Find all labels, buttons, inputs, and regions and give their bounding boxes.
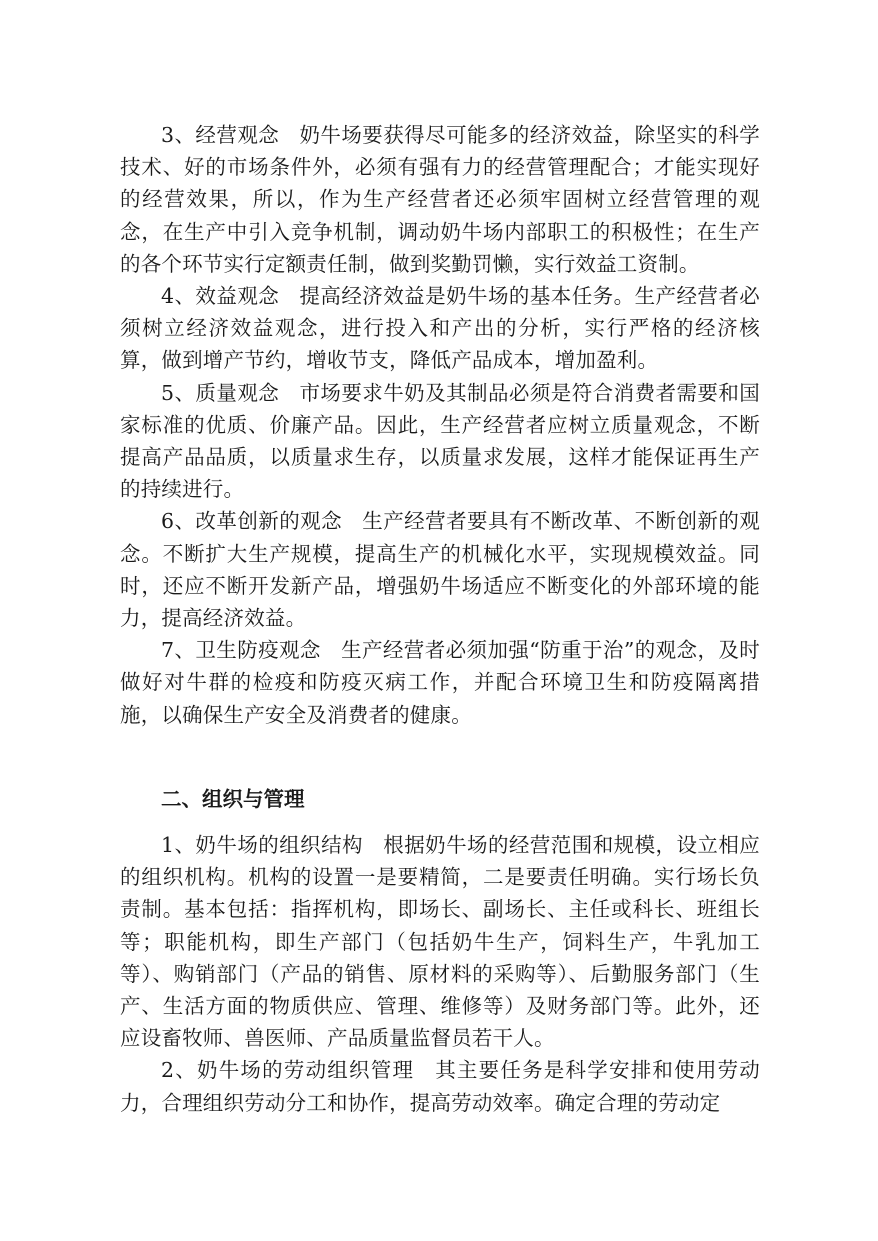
paragraph-text: 生产经营者要具有不断改革、不断创新的观念。不断扩大生产规模，提高生产的机械化水平，实现规模效益。同时，还应不断开发新产品，增强奶牛场适应不断变化的外部环境的能力，提高经济效益。 <box>120 509 760 631</box>
paragraph-hygiene-concept <box>120 634 760 731</box>
paragraph-org-structure <box>120 829 760 1054</box>
paragraph-text: 市场要求牛奶及其制品必须是符合消费者需要和国家标准的优质、价廉产品。因此，生产经营者应树立质量观念，不断提高产品品质，以质量求生存，以质量求发展，这样才能保证再生产的持续进行。 <box>120 380 760 502</box>
paragraph-text: 根据奶牛场的经营范围和规模，设立相应的组织机构。机构的设置一是要精简，二是要责任明确。实行场长负责制。基本包括：指挥机构，即场长、副场长、主任或科长、班组长等；职能机构，即生产部门（包括奶牛生产，饲料生产，牛乳加工等）、购销部门（产品的销售、原材料的采购等）、后勤服务部门（生产、生活方面的物质供应、管理、维修等）及财务部门等。此外，还应设畜牧师、兽医师、产品质量监督员若干人。 <box>120 833 760 1051</box>
paragraph-lead: 1、奶牛场的组织结构 <box>161 833 363 857</box>
paragraph-lead: 5、质量观念 <box>161 380 280 405</box>
section-heading: 二、组织与管理 <box>161 787 305 811</box>
paragraph-lead: 6、改革创新的观念 <box>161 509 343 534</box>
section-concepts <box>120 119 760 731</box>
paragraph-labor-management <box>120 1054 760 1118</box>
paragraph-text: 提高经济效益是奶牛场的基本任务。生产经营者必须树立经济效益观念，进行投入和产出的分析，实行严格的经济核算，做到增产节约，增收节支，降低产品成本，增加盈利。 <box>120 284 760 373</box>
paragraph-benefit-concept <box>120 280 760 377</box>
paragraph-lead: 4、效益观念 <box>161 284 280 309</box>
paragraph-text: 奶牛场要获得尽可能多的经济效益，除坚实的科学技术、好的市场条件外，必须有强有力的经营管理配合；才能实现好的经营效果，所以，作为生产经营者还必须牢固树立经营管理的观念，在生产中引入竞争机制，调动奶牛场内部职工的积极性；在生产的各个环节实行定额责任制，做到奖勤罚懒，实行效益工资制。 <box>120 123 760 276</box>
paragraph-innovation-concept <box>120 505 760 634</box>
paragraph-lead: 3、经营观念 <box>161 123 280 147</box>
paragraph-quality-concept <box>120 377 760 506</box>
paragraph-management-concept <box>120 119 760 280</box>
paragraph-lead: 2、奶牛场的劳动组织管理 <box>161 1058 415 1083</box>
section-organization <box>120 829 760 1119</box>
paragraph-text: 生产经营者必须加强“防重于治”的观念，及时做好对牛群的检疫和防疫灭病工作，并配合环境卫生和防疫隔离措施，以确保生产安全及消费者的健康。 <box>120 638 760 727</box>
paragraph-text: 其主要任务是科学安排和使用劳动力，合理组织劳动分工和协作，提高劳动效率。确定合理的劳动定 <box>120 1058 760 1115</box>
paragraph-lead: 7、卫生防疫观念 <box>161 638 321 663</box>
